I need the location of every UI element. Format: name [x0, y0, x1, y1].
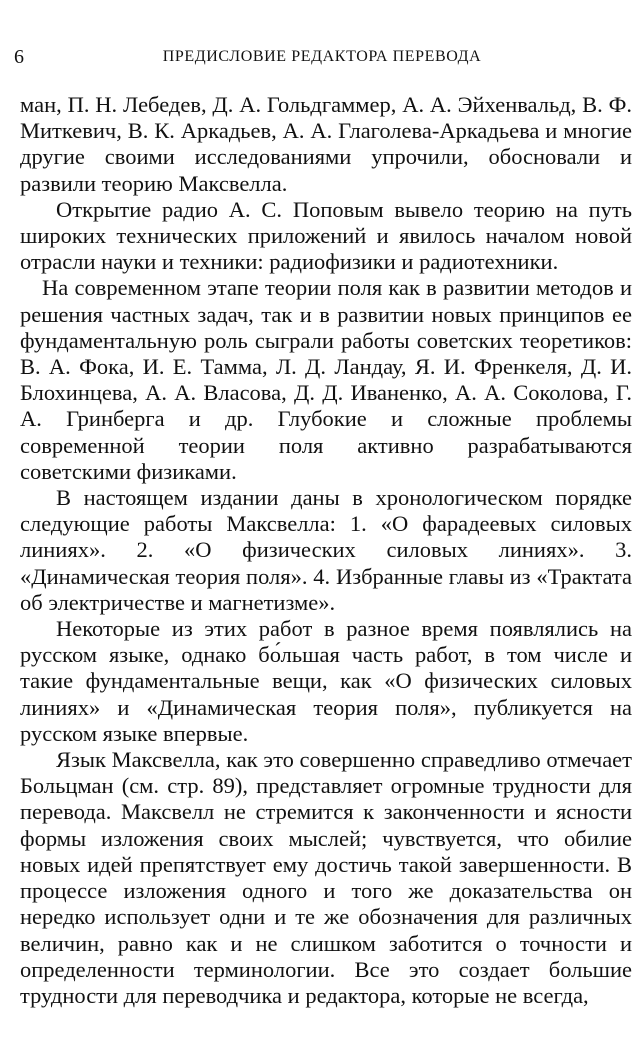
paragraph-radio: Открытие радио А. С. Поповым вывело теорию на путь широких технических приложений и явилось началом новой отрасли науки и техники: радиофизики и радиотехники. — [20, 196, 632, 275]
paragraph-russian-publications: Некоторые из этих работ в разное время появлялись на русском языке, однако бо́льшая часть работ, в том числе и такие фундаментальные вещи, как «О физических силовых линиях» и «Динамическая теория поля», публикуется на русском языке впервые. — [20, 616, 632, 746]
body-text — [20, 92, 632, 1009]
page-number: 6 — [14, 46, 24, 68]
paragraph-continuation: ман, П. Н. Лебедев, Д. А. Гольдгаммер, А. А. Эйхенвальд, В. Ф. Миткевич, В. К. Аркадьев, А. А. Глаголева-Аркадьева и многие другие своими исследованиями упрочили, обосновали и развили теорию Максвелла. — [20, 92, 632, 196]
running-head: ПРЕДИСЛОВИЕ РЕДАКТОРА ПЕРЕВОДА — [162, 48, 482, 65]
paragraph-maxwell-language: Язык Максвелла, как это совершенно справедливо отмечает Больцман (см. стр. 89), представляет огромные трудности для перевода. Максвелл не стремится к законченности и ясности формы изложения своих мыслей; чувствуется, что обилие новых идей препятствует ему достичь такой завершенности. В процессе изложения одного и того же доказательства он нередко использует одни и те же обозначения для различных величин, равно как и не слишком заботится о точности и определенности терминологии. Все это создает большие трудности для переводчика и редактора, которые не всегда, — [20, 747, 632, 1008]
page-header — [14, 44, 630, 70]
paragraph-edition-contents: В настоящем издании даны в хронологическом порядке следующие работы Максвелла: 1. «О фарадеевых силовых линиях». 2. «О физических силовых линиях». 3. «Динамическая теория поля». 4. Избранные главы из «Трактата об электричестве и магнетизме». — [20, 485, 632, 615]
paragraph-soviet-theorists: На современном этапе теории поля как в развитии методов и решения частных задач, так и в развитии новых принципов ее фундаментальную роль сыграли работы советских теоретиков: В. А. Фока, И. Е. Тамма, Л. Д. Ландау, Я. И. Френкеля, Д. И. Блохинцева, А. А. Власова, Д. Д. Иваненко, А. А. Соколова, Г. А. Гринберга и др. Глубокие и сложные проблемы современной теории поля активно разрабатываются советскими физиками. — [20, 275, 632, 484]
